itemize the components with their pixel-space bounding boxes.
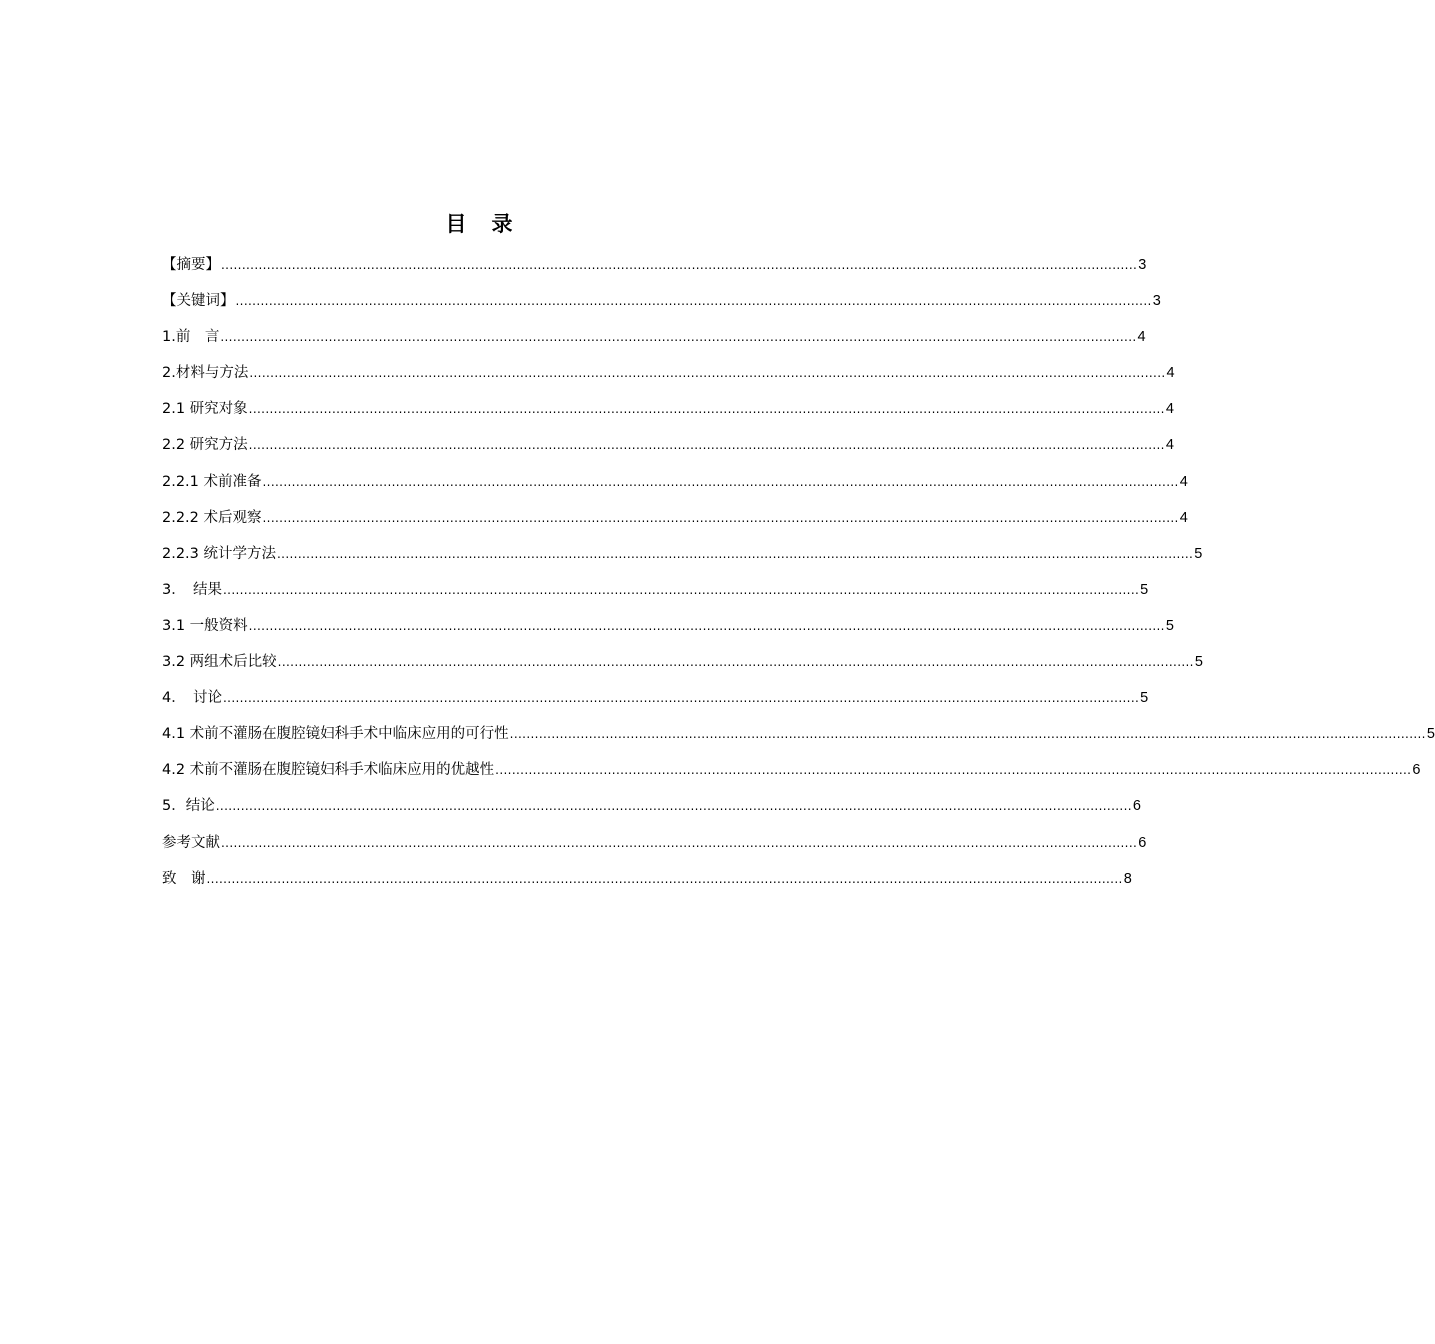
toc-entry-label: 2.2.3 统计学方法 <box>162 545 277 562</box>
toc-entry[interactable] <box>162 288 1161 324</box>
toc-entry[interactable] <box>162 793 1141 829</box>
toc-entry[interactable] <box>162 649 1203 685</box>
toc-leader-dots: ............................................................................................................................................................................................................................ <box>221 258 1138 272</box>
toc-leader-dots: ............................................................................................................................................................................................................................ <box>248 618 1165 633</box>
toc-entry-label: 3.1 一般资料 <box>162 617 248 634</box>
toc-entry[interactable] <box>162 757 1421 793</box>
toc-entry-page: 4 <box>1179 473 1188 490</box>
toc-entry[interactable] <box>162 252 1147 288</box>
toc-entry-label: 【关键词】 <box>162 293 235 310</box>
toc-entry[interactable] <box>162 721 1435 757</box>
toc-entry-label: 4.2 术前不灌肠在腹腔镜妇科手术临床应用的优越性 <box>162 762 495 779</box>
toc-entry-label: 【摘要】 <box>162 257 220 273</box>
toc-leader-dots: ............................................................................................................................................................................................................................ <box>509 727 1426 742</box>
toc-entry[interactable] <box>162 685 1149 721</box>
toc-entry-label: 3.2 两组术后比较 <box>162 654 277 671</box>
toc-entry-page: 5 <box>1140 690 1149 707</box>
toc-leader-dots: ............................................................................................................................................................................................................................ <box>221 835 1138 850</box>
toc-entry-page: 3 <box>1138 257 1147 273</box>
toc-entry-label: 3． 结果 <box>162 581 222 598</box>
toc-entry-label: 2.2.2 术后观察 <box>162 509 262 526</box>
toc-leader-dots: ............................................................................................................................................................................................................................ <box>222 691 1140 706</box>
toc-entry-page: 5 <box>1194 654 1203 671</box>
toc-entry-label: 参考文献 <box>162 834 220 851</box>
toc-entry[interactable] <box>162 360 1175 396</box>
toc-entry-label: 2.2 研究方法 <box>162 437 248 454</box>
toc-leader-dots: ............................................................................................................................................................................................................................ <box>222 582 1140 597</box>
toc-entry[interactable] <box>162 541 1203 577</box>
toc-entry-page: 3 <box>1152 293 1161 310</box>
toc-entry-page: 8 <box>1123 870 1132 887</box>
toc-entry-label: 2.1 研究对象 <box>162 401 248 418</box>
toc-entry-page: 4 <box>1165 437 1174 454</box>
toc-entry-page: 5 <box>1140 581 1149 598</box>
toc-entry-page: 4 <box>1166 365 1175 382</box>
toc-list <box>162 252 1435 902</box>
toc-entry-page: 6 <box>1412 762 1421 779</box>
toc-entry-page: 5 <box>1165 617 1174 634</box>
toc-leader-dots: ............................................................................................................................................................................................................................ <box>248 438 1165 453</box>
toc-entry[interactable] <box>162 324 1146 360</box>
toc-entry-page: 5 <box>1426 726 1435 743</box>
toc-leader-dots: ............................................................................................................................................................................................................................ <box>206 871 1123 886</box>
toc-entry-page: 6 <box>1132 798 1141 815</box>
toc-entry[interactable] <box>162 830 1147 866</box>
toc-entry-label: 2.材料与方法 <box>162 365 249 382</box>
toc-leader-dots: ............................................................................................................................................................................................................................ <box>495 763 1412 778</box>
toc-leader-dots: ............................................................................................................................................................................................................................ <box>262 510 1179 525</box>
toc-entry-label: 致 谢 <box>162 870 206 887</box>
toc-entry-page: 4 <box>1179 509 1188 526</box>
toc-leader-dots: ............................................................................................................................................................................................................................ <box>215 799 1132 814</box>
toc-title: 目 录 <box>445 212 515 236</box>
toc-entry-label: 5．结论 <box>162 798 215 815</box>
toc-leader-dots: ............................................................................................................................................................................................................................ <box>277 655 1194 670</box>
toc-entry-label: 1.前 言 <box>162 329 220 346</box>
toc-leader-dots: ............................................................................................................................................................................................................................ <box>248 402 1165 417</box>
toc-entry[interactable] <box>162 577 1149 613</box>
toc-entry-label: 4.1 术前不灌肠在腹腔镜妇科手术中临床应用的可行性 <box>162 726 509 743</box>
toc-entry-label: 2.2.1 术前准备 <box>162 473 262 490</box>
toc-entry-page: 5 <box>1194 545 1203 562</box>
toc-entry-page: 6 <box>1138 834 1147 851</box>
toc-entry[interactable] <box>162 396 1174 432</box>
toc-leader-dots: ............................................................................................................................................................................................................................ <box>249 366 1166 381</box>
toc-leader-dots: ............................................................................................................................................................................................................................ <box>220 330 1137 345</box>
toc-entry-label: 4． 讨论 <box>162 690 222 707</box>
toc-entry-page: 4 <box>1137 329 1146 346</box>
toc-entry[interactable] <box>162 505 1188 541</box>
toc-leader-dots: ............................................................................................................................................................................................................................ <box>277 546 1194 561</box>
toc-leader-dots: ............................................................................................................................................................................................................................ <box>235 294 1152 309</box>
toc-entry[interactable] <box>162 469 1188 505</box>
toc-leader-dots: ............................................................................................................................................................................................................................ <box>262 474 1179 489</box>
toc-entry[interactable] <box>162 613 1174 649</box>
toc-entry[interactable] <box>162 432 1174 468</box>
toc-entry[interactable] <box>162 866 1132 902</box>
toc-entry-page: 4 <box>1165 401 1174 418</box>
